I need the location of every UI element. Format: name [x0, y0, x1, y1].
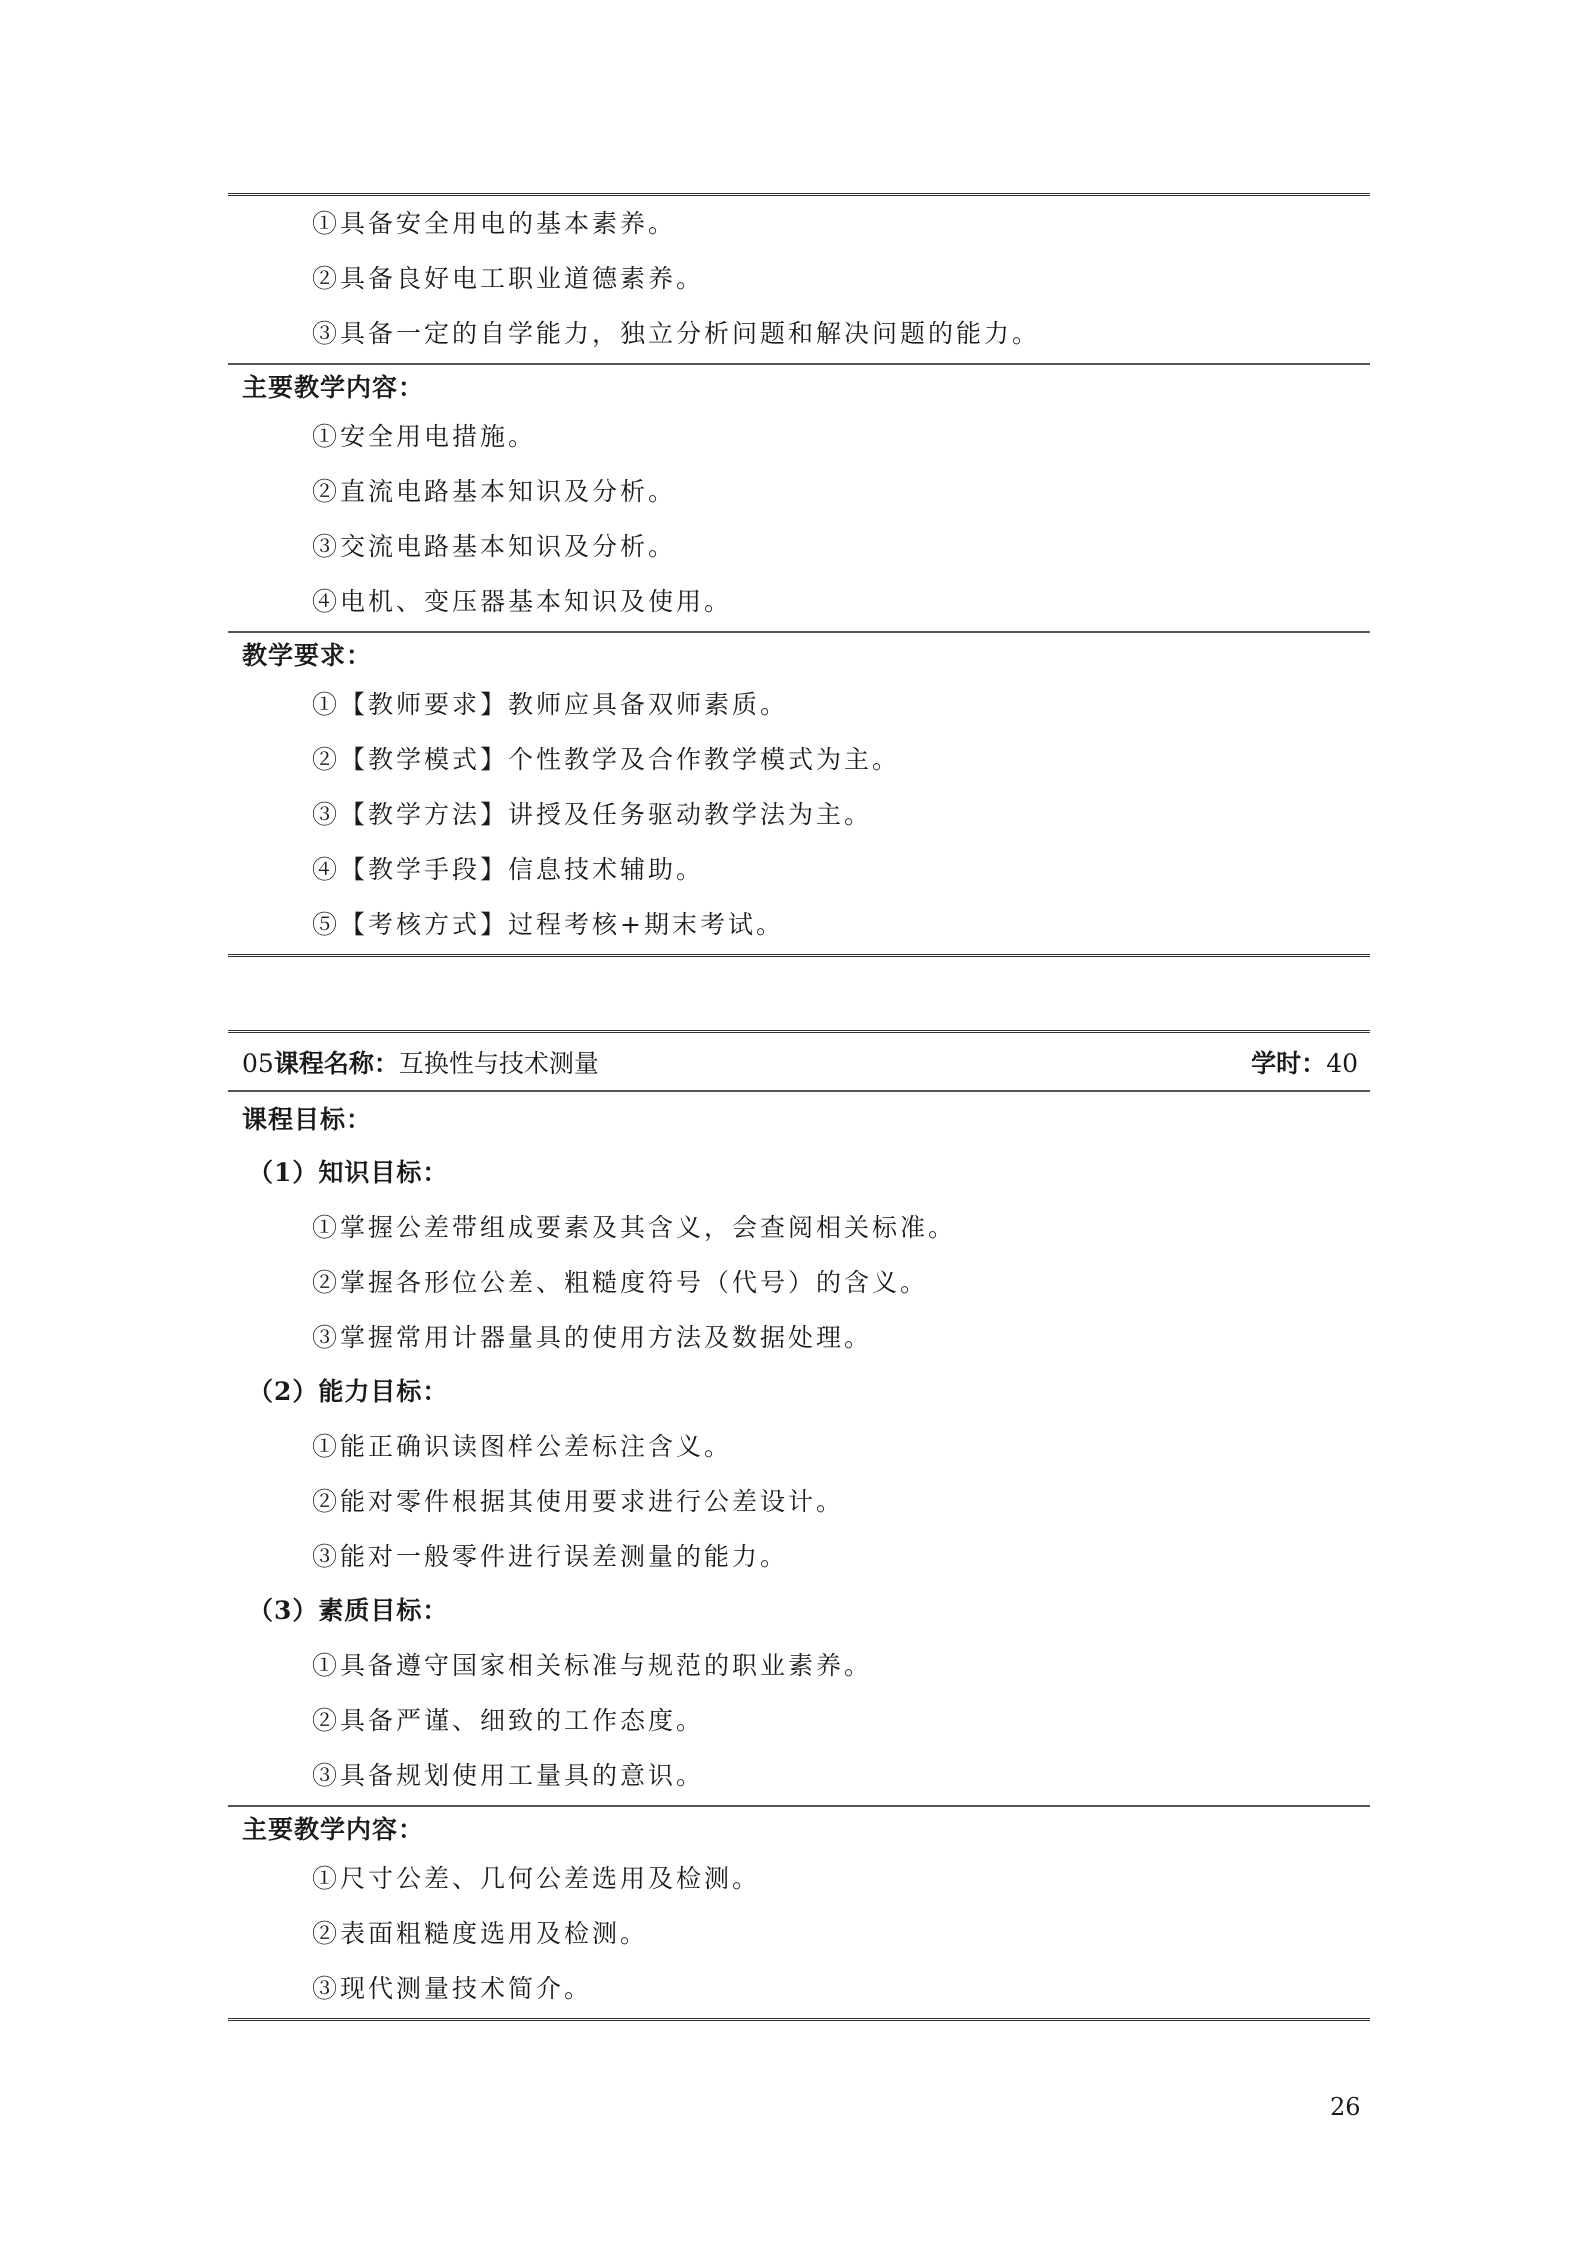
- teaching-requirements-section: [228, 631, 1370, 954]
- list-item: ①尺寸公差、几何公差选用及检测。: [312, 1864, 761, 1893]
- course-name-label: 课程名称：: [273, 1048, 399, 1078]
- section-heading: 教学要求：: [242, 641, 373, 670]
- list-item: ①具备遵守国家相关标准与规范的职业素养。: [312, 1651, 873, 1680]
- list-item: ③能对一般零件进行误差测量的能力。: [312, 1542, 789, 1571]
- list-item: ③具备规划使用工量具的意识。: [312, 1761, 705, 1790]
- course-table-continued: [228, 193, 1370, 957]
- list-item: ②掌握各形位公差、粗糙度符号（代号）的含义。: [312, 1268, 929, 1297]
- list-item: ⑤【考核方式】过程考核+期末考试。: [312, 910, 784, 939]
- list-item: ④电机、变压器基本知识及使用。: [312, 587, 733, 616]
- list-item: ①【教师要求】教师应具备双师素质。: [312, 690, 789, 719]
- course-goals-section: [228, 1092, 1370, 1805]
- list-item: ①能正确识读图样公差标注含义。: [312, 1432, 733, 1461]
- list-item: ④【教学手段】信息技术辅助。: [312, 855, 705, 884]
- list-item: ②直流电路基本知识及分析。: [312, 477, 677, 506]
- list-item: ③交流电路基本知识及分析。: [312, 532, 677, 561]
- list-item: ②具备良好电工职业道德素养。: [312, 264, 705, 293]
- list-item: ①具备安全用电的基本素养。: [312, 209, 677, 238]
- section-heading: 课程目标：: [242, 1105, 373, 1134]
- list-item: ①安全用电措施。: [312, 422, 537, 451]
- course-table: [228, 1030, 1370, 2021]
- list-item: ②表面粗糙度选用及检测。: [312, 1919, 649, 1948]
- quality-goals-continued: [228, 196, 1370, 363]
- page-number: 26: [1330, 2093, 1361, 2121]
- knowledge-goals-heading: （1）知识目标：: [248, 1158, 449, 1187]
- ability-goals-heading: （2）能力目标：: [248, 1377, 449, 1406]
- course-hours: [1251, 1044, 1358, 1080]
- list-item: ②能对零件根据其使用要求进行公差设计。: [312, 1487, 845, 1516]
- course-hours-value: 40: [1326, 1048, 1358, 1078]
- course-hours-label: 学时：: [1251, 1048, 1327, 1078]
- course-name: [242, 1044, 599, 1080]
- section-heading: 主要教学内容：: [242, 1815, 425, 1844]
- course-number: 05: [242, 1048, 274, 1078]
- main-content-section: [228, 1805, 1370, 2018]
- list-item: ③掌握常用计器量具的使用方法及数据处理。: [312, 1323, 873, 1352]
- course-title-row: [228, 1033, 1370, 1092]
- quality-goals-heading: （3）素质目标：: [248, 1596, 449, 1625]
- main-content-section: [228, 363, 1370, 631]
- course-name-value: 互换性与技术测量: [398, 1048, 599, 1078]
- section-heading: 主要教学内容：: [242, 373, 425, 402]
- list-item: ②具备严谨、细致的工作态度。: [312, 1706, 705, 1735]
- list-item: ③现代测量技术简介。: [312, 1974, 593, 2003]
- list-item: ②【教学模式】个性教学及合作教学模式为主。: [312, 745, 901, 774]
- list-item: ①掌握公差带组成要素及其含义，会查阅相关标准。: [312, 1213, 957, 1242]
- list-item: ③具备一定的自学能力，独立分析问题和解决问题的能力。: [312, 319, 1041, 348]
- list-item: ③【教学方法】讲授及任务驱动教学法为主。: [312, 800, 873, 829]
